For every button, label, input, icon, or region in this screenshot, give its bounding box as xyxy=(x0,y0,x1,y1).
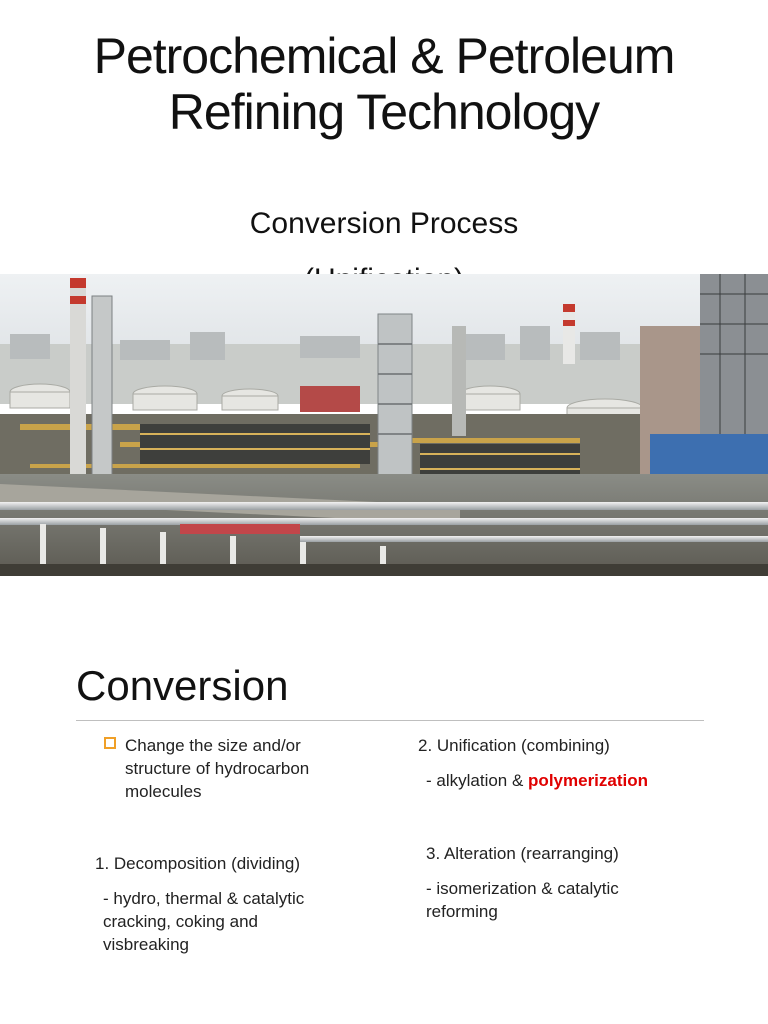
bullet-line-3: molecules xyxy=(125,782,202,801)
title-line-1: Petrochemical & Petroleum xyxy=(93,28,675,84)
unification-prefix: - alkylation & xyxy=(426,771,529,790)
decomposition-title: 1. Decomposition (dividing) xyxy=(95,854,301,873)
polymerization-highlight: polymerization xyxy=(528,771,649,790)
decomposition-line-1: - hydro, thermal & catalytic xyxy=(103,889,305,908)
unification-title: 2. Unification (combining) xyxy=(418,736,610,755)
subtitle-line-1: Conversion Process xyxy=(249,207,519,240)
title-line-2: Refining Technology xyxy=(168,84,600,140)
unification-details xyxy=(426,769,726,792)
hollow-square-bullet-icon xyxy=(104,737,116,749)
decomposition-line-3: visbreaking xyxy=(103,935,189,954)
slide-title xyxy=(0,28,768,140)
conversion-heading: Conversion xyxy=(76,662,289,709)
alteration-details xyxy=(426,877,726,923)
refinery-illustration xyxy=(0,274,768,576)
bullet-line-2: structure of hydrocarbon xyxy=(125,759,310,778)
slide-separator xyxy=(0,590,768,612)
decomposition-line-2: cracking, coking and xyxy=(103,912,258,931)
decomposition-details xyxy=(103,887,393,956)
alteration-line-2: reforming xyxy=(426,902,498,921)
bullet-line-1: Change the size and/or xyxy=(125,736,301,755)
bullet-text xyxy=(125,734,385,803)
alteration-title: 3. Alteration (rearranging) xyxy=(426,844,619,863)
alteration-line-1: - isomerization & catalytic xyxy=(426,879,619,898)
heading-divider xyxy=(76,720,704,721)
refinery-photo xyxy=(0,274,768,576)
